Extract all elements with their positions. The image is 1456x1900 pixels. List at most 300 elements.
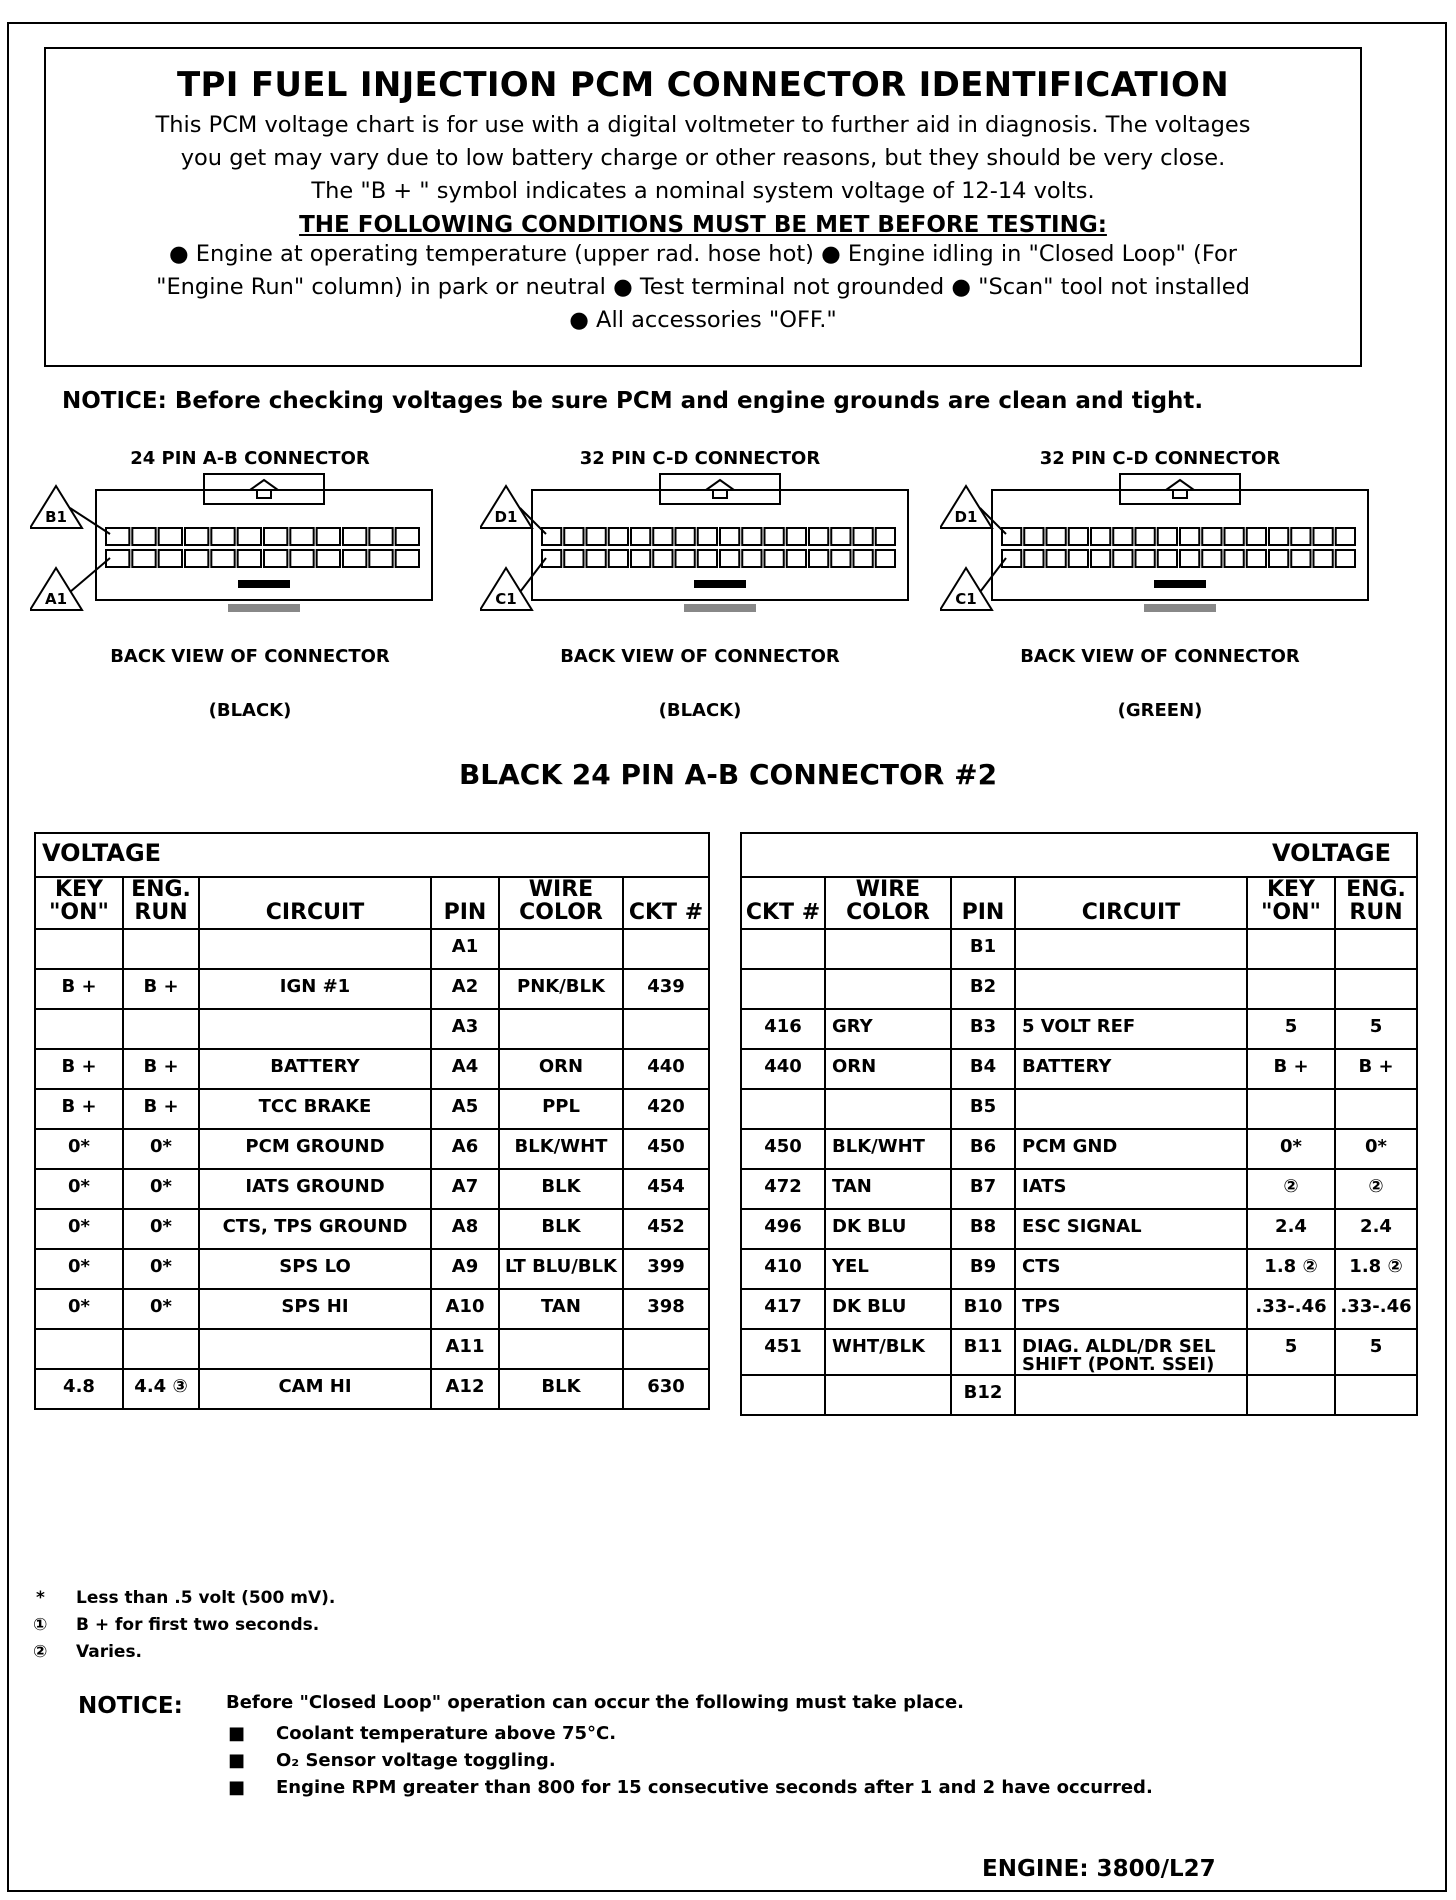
table-cell: YEL	[825, 1249, 951, 1289]
table-cell: 2.4	[1247, 1209, 1335, 1249]
requirement-item: ■ Engine RPM greater than 800 for 15 consecutive seconds after 1 and 2 have occurred.	[228, 1774, 1153, 1801]
table-cell	[35, 1329, 123, 1369]
table-row	[741, 1329, 1417, 1375]
pin-cavity	[1202, 550, 1221, 567]
condition-line: ● All accessories "OFF."	[569, 307, 837, 333]
table-cell: B10	[951, 1289, 1015, 1329]
table-cell: DIAG. ALDL/DR SEL SHIFT (PONT. SSEI)	[1015, 1329, 1247, 1375]
table-row	[741, 969, 1417, 1009]
pin-cavity	[317, 528, 340, 545]
pin-cavity	[1336, 550, 1355, 567]
table-cell: BLK	[499, 1209, 623, 1249]
pin-label-triangle	[30, 486, 82, 528]
pin-cavity	[290, 528, 313, 545]
table-cell: DK BLU	[825, 1289, 951, 1329]
pin-cavity	[1269, 528, 1288, 545]
table-row	[741, 1009, 1417, 1049]
table-cell: 399	[623, 1249, 709, 1289]
pin-cavity	[1158, 550, 1177, 567]
pin-cavity	[1202, 528, 1221, 545]
table-cell: 5	[1335, 1329, 1417, 1375]
pin-cavity	[1180, 550, 1199, 567]
pin-cavity	[132, 528, 155, 545]
table-cell: 1.8 ②	[1247, 1249, 1335, 1289]
table-cell: TAN	[499, 1289, 623, 1329]
table-cell	[741, 1375, 825, 1415]
table-cell: B6	[951, 1129, 1015, 1169]
table-cell: BLK/WHT	[825, 1129, 951, 1169]
table-cell: A9	[431, 1249, 499, 1289]
connector-diagram	[30, 468, 470, 648]
pin-label-triangle	[480, 486, 532, 528]
footnote-mark: *	[36, 1588, 45, 1608]
table-cell: A5	[431, 1089, 499, 1129]
connector-diagram	[480, 468, 920, 648]
table-cell	[1335, 1375, 1417, 1415]
table-cell: ORN	[499, 1049, 623, 1089]
table-cell: 4.4 ③	[123, 1369, 199, 1409]
table-cell: B3	[951, 1009, 1015, 1049]
base-tab	[228, 604, 300, 612]
table-cell: B7	[951, 1169, 1015, 1209]
pin-cavity	[609, 550, 628, 567]
footnote-text: B + for first two seconds.	[76, 1615, 320, 1635]
pin-cavity	[1291, 550, 1310, 567]
conditions-heading: THE FOLLOWING CONDITIONS MUST BE MET BEFORE TESTING:	[299, 212, 1107, 238]
pin-cavity	[787, 550, 806, 567]
voltage-label: VOLTAGE	[1247, 833, 1417, 877]
pin-cavity	[676, 550, 695, 567]
table-cell: PPL	[499, 1089, 623, 1129]
table-cell	[123, 1009, 199, 1049]
pin-cavity	[396, 528, 419, 545]
pin-cavity	[698, 528, 717, 545]
table-cell: LT BLU/BLK	[499, 1249, 623, 1289]
table-cell: WHT/BLK	[825, 1329, 951, 1375]
pin-cavity	[720, 550, 739, 567]
table-cell: A1	[431, 929, 499, 969]
table-cell	[1247, 1375, 1335, 1415]
table-cell: 0*	[35, 1209, 123, 1249]
column-header-row	[741, 877, 1417, 929]
table-cell: ②	[1335, 1169, 1417, 1209]
pin-cavity	[1047, 550, 1066, 567]
pin-cavity	[1069, 550, 1088, 567]
connector-color: (BLACK)	[208, 700, 292, 721]
pin-cavity	[676, 528, 695, 545]
table-cell	[825, 1375, 951, 1415]
pin-label-triangle	[480, 568, 532, 610]
voltage-spacer	[741, 833, 1247, 877]
table-cell: 1.8 ②	[1335, 1249, 1417, 1289]
table-cell	[199, 1009, 431, 1049]
table-row	[741, 1209, 1417, 1249]
voltage-header-row	[741, 833, 1417, 877]
table-cell: A4	[431, 1049, 499, 1089]
table-cell: SPS HI	[199, 1289, 431, 1329]
table-cell: B +	[35, 1089, 123, 1129]
pin-cavity	[587, 528, 606, 545]
table-cell	[623, 929, 709, 969]
table-cell	[825, 969, 951, 1009]
table-cell	[741, 929, 825, 969]
table-cell: TCC BRAKE	[199, 1089, 431, 1129]
pin-cavity	[1091, 550, 1110, 567]
pin-cavity	[542, 528, 561, 545]
col-eng-run: ENG. RUN	[123, 877, 199, 929]
voltage-label: VOLTAGE	[35, 833, 709, 877]
pin-cavity	[185, 550, 208, 567]
pin-cavity	[631, 528, 650, 545]
pin-cavity	[1314, 550, 1333, 567]
key-bar	[1154, 580, 1206, 588]
conditions-list	[46, 238, 1360, 337]
table-cell: 5 VOLT REF	[1015, 1009, 1247, 1049]
table-cell: B +	[123, 1049, 199, 1089]
intro-line: This PCM voltage chart is for use with a digital voltmeter to further aid in diagnosis. The voltages	[155, 112, 1251, 138]
footnote-text: Varies.	[76, 1642, 143, 1662]
table-cell: B +	[1335, 1049, 1417, 1089]
table-cell: 630	[623, 1369, 709, 1409]
table-cell	[199, 929, 431, 969]
table-cell: ②	[1247, 1169, 1335, 1209]
table-cell: PCM GROUND	[199, 1129, 431, 1169]
column-header-row	[35, 877, 709, 929]
pin-cavity	[653, 550, 672, 567]
table-cell	[1015, 929, 1247, 969]
pin-cavity	[211, 528, 234, 545]
table-cell	[1015, 1089, 1247, 1129]
requirement-item: ■ O₂ Sensor voltage toggling.	[228, 1747, 1153, 1774]
pin-label-triangle	[940, 568, 992, 610]
table-row	[35, 1089, 709, 1129]
footnote-text: Less than .5 volt (500 mV).	[76, 1588, 336, 1608]
table-cell	[1247, 969, 1335, 1009]
pin-cavity	[1269, 550, 1288, 567]
table-cell: B1	[951, 929, 1015, 969]
table-cell: 0*	[123, 1289, 199, 1329]
table-cell	[1247, 929, 1335, 969]
table-cell: B12	[951, 1375, 1015, 1415]
col-circuit: CIRCUIT	[199, 877, 431, 929]
table-cell	[1335, 929, 1417, 969]
table-row	[741, 1049, 1417, 1089]
table-cell: 0*	[123, 1129, 199, 1169]
chart-title: BLACK 24 PIN A-B CONNECTOR #2	[458, 758, 998, 791]
table-cell: 450	[741, 1129, 825, 1169]
pin-cavity	[765, 550, 784, 567]
connector-color: (GREEN)	[1117, 700, 1203, 721]
left-voltage-table	[34, 832, 710, 1410]
notice-grounds: NOTICE: Before checking voltages be sure PCM and engine grounds are clean and tight.	[62, 388, 1204, 414]
intro-text	[46, 109, 1360, 208]
key-bar	[238, 580, 290, 588]
svg-text:C1: C1	[495, 590, 517, 608]
base-tab	[1144, 604, 1216, 612]
table-cell: 420	[623, 1089, 709, 1129]
pin-cavity	[854, 550, 873, 567]
pin-cavity	[854, 528, 873, 545]
table-row	[741, 1129, 1417, 1169]
pin-cavity	[1314, 528, 1333, 545]
pin-cavity	[1002, 528, 1021, 545]
footnote-mark: ①	[33, 1615, 48, 1635]
table-cell: CTS	[1015, 1249, 1247, 1289]
table-cell	[825, 1089, 951, 1129]
table-row	[741, 1089, 1417, 1129]
pin-cavity	[1024, 528, 1043, 545]
pin-cavity	[564, 550, 583, 567]
pin-cavity	[1069, 528, 1088, 545]
pin-cavity	[876, 550, 895, 567]
table-cell: BLK	[499, 1369, 623, 1409]
table-cell: 439	[623, 969, 709, 1009]
table-cell: 452	[623, 1209, 709, 1249]
table-cell	[1247, 1089, 1335, 1129]
col-circuit: CIRCUIT	[1015, 877, 1247, 929]
bullet-icon: ■	[228, 1750, 246, 1771]
pin-cavity	[631, 550, 650, 567]
pin-cavity	[1247, 528, 1266, 545]
pin-cavity	[765, 528, 784, 545]
pointer-line	[70, 558, 110, 592]
table-cell: 416	[741, 1009, 825, 1049]
table-cell: .33-.46	[1247, 1289, 1335, 1329]
table-cell: 398	[623, 1289, 709, 1329]
table-cell: TAN	[825, 1169, 951, 1209]
page-title: TPI FUEL INJECTION PCM CONNECTOR IDENTIFICATION	[177, 65, 1229, 105]
table-cell: A12	[431, 1369, 499, 1409]
pin-cavity	[787, 528, 806, 545]
pin-cavity	[1136, 550, 1155, 567]
table-cell	[741, 1089, 825, 1129]
svg-text:D1: D1	[494, 508, 518, 526]
pin-label-triangle	[940, 486, 992, 528]
connector-title: 24 PIN A-B CONNECTOR	[130, 448, 370, 469]
table-row	[741, 929, 1417, 969]
col-wire-color: WIRE COLOR	[825, 877, 951, 929]
table-cell: 440	[623, 1049, 709, 1089]
table-cell: BATTERY	[1015, 1049, 1247, 1089]
pin-cavity	[159, 550, 182, 567]
table-cell: GRY	[825, 1009, 951, 1049]
pin-cavity	[1091, 528, 1110, 545]
table-row	[35, 1249, 709, 1289]
pin-cavity	[809, 528, 828, 545]
table-cell	[623, 1329, 709, 1369]
table-cell: B5	[951, 1089, 1015, 1129]
table-cell: IATS	[1015, 1169, 1247, 1209]
table-cell	[1335, 1089, 1417, 1129]
connector-title: 32 PIN C-D CONNECTOR	[579, 448, 821, 469]
pin-cavity	[238, 550, 261, 567]
table-cell: 2.4	[1335, 1209, 1417, 1249]
notice-closed-loop-label: NOTICE:	[78, 1693, 183, 1719]
connector-32pin-green	[940, 448, 1380, 738]
pin-cavity	[343, 528, 366, 545]
table-cell: B +	[35, 969, 123, 1009]
col-key-on: KEY "ON"	[1247, 877, 1335, 929]
table-cell: ORN	[825, 1049, 951, 1089]
table-cell: 5	[1247, 1009, 1335, 1049]
table-cell: PNK/BLK	[499, 969, 623, 1009]
table-row	[741, 1375, 1417, 1415]
table-cell: BLK/WHT	[499, 1129, 623, 1169]
table-row	[741, 1289, 1417, 1329]
table-cell: SPS LO	[199, 1249, 431, 1289]
table-cell	[199, 1329, 431, 1369]
table-cell: A6	[431, 1129, 499, 1169]
table-row	[35, 1009, 709, 1049]
table-cell: PCM GND	[1015, 1129, 1247, 1169]
base-tab	[684, 604, 756, 612]
svg-text:C1: C1	[955, 590, 977, 608]
table-row	[35, 1169, 709, 1209]
condition-line: "Engine Run" column) in park or neutral ● Test terminal not grounded ● "Scan" tool not installed	[156, 274, 1250, 300]
table-cell	[499, 1009, 623, 1049]
table-cell: 472	[741, 1169, 825, 1209]
pin-cavity	[564, 528, 583, 545]
table-cell: 0*	[123, 1249, 199, 1289]
table-cell: IGN #1	[199, 969, 431, 1009]
pin-cavity	[159, 528, 182, 545]
pin-cavity	[1113, 550, 1132, 567]
notice-closed-loop-lead: Before "Closed Loop" operation can occur the following must take place.	[226, 1692, 965, 1713]
table-cell: 417	[741, 1289, 825, 1329]
pin-cavity	[1180, 528, 1199, 545]
bullet-icon: ■	[228, 1777, 246, 1798]
svg-text:A1: A1	[44, 590, 68, 608]
table-cell: 5	[1247, 1329, 1335, 1375]
pin-cavity	[698, 550, 717, 567]
table-cell: DK BLU	[825, 1209, 951, 1249]
table-cell: 5	[1335, 1009, 1417, 1049]
table-cell	[1015, 969, 1247, 1009]
pin-cavity	[1113, 528, 1132, 545]
connector-back-label: BACK VIEW OF CONNECTOR	[560, 646, 840, 667]
table-cell: 0*	[35, 1169, 123, 1209]
svg-text:B1: B1	[45, 508, 67, 526]
intro-line: you get may vary due to low battery charge or other reasons, but they should be very close.	[180, 145, 1226, 171]
table-cell: 450	[623, 1129, 709, 1169]
table-cell: 0*	[1335, 1129, 1417, 1169]
table-row	[35, 1329, 709, 1369]
pin-cavity	[809, 550, 828, 567]
table-row	[741, 1249, 1417, 1289]
table-cell: BATTERY	[199, 1049, 431, 1089]
table-cell	[825, 929, 951, 969]
pin-cavity	[343, 550, 366, 567]
table-row	[35, 1369, 709, 1409]
pin-cavity	[1291, 528, 1310, 545]
table-cell: 440	[741, 1049, 825, 1089]
pin-cavity	[317, 550, 340, 567]
col-ckt: CKT #	[741, 877, 825, 929]
table-cell: .33-.46	[1335, 1289, 1417, 1329]
col-pin: PIN	[951, 877, 1015, 929]
table-cell: B4	[951, 1049, 1015, 1089]
bullet-icon: ■	[228, 1723, 246, 1744]
table-cell: B8	[951, 1209, 1015, 1249]
pin-cavity	[876, 528, 895, 545]
table-cell: B2	[951, 969, 1015, 1009]
connector-diagram	[940, 468, 1380, 648]
pin-cavity	[264, 550, 287, 567]
requirement-item: ■ Coolant temperature above 75°C.	[228, 1720, 1153, 1747]
pin-cavity	[396, 550, 419, 567]
table-cell: B +	[35, 1049, 123, 1089]
col-ckt: CKT #	[623, 877, 709, 929]
connector-title: 32 PIN C-D CONNECTOR	[1039, 448, 1281, 469]
pin-cavity	[609, 528, 628, 545]
pin-cavity	[1336, 528, 1355, 545]
table-cell: 454	[623, 1169, 709, 1209]
pin-cavity	[290, 550, 313, 567]
pin-cavity	[742, 528, 761, 545]
table-cell: 4.8	[35, 1369, 123, 1409]
table-cell: B9	[951, 1249, 1015, 1289]
intro-line: The "B + " symbol indicates a nominal system voltage of 12-14 volts.	[311, 178, 1095, 204]
table-cell	[1015, 1375, 1247, 1415]
table-cell	[741, 969, 825, 1009]
table-cell: B +	[123, 969, 199, 1009]
table-cell: 0*	[123, 1169, 199, 1209]
col-key-on: KEY "ON"	[35, 877, 123, 929]
pin-cavity	[1024, 550, 1043, 567]
table-cell	[35, 1009, 123, 1049]
table-cell: CAM HI	[199, 1369, 431, 1409]
table-cell: 496	[741, 1209, 825, 1249]
pin-cavity	[831, 528, 850, 545]
table-cell: 0*	[35, 1129, 123, 1169]
closed-loop-requirements	[228, 1720, 1153, 1801]
pin-cavity	[369, 528, 392, 545]
connector-back-label: BACK VIEW OF CONNECTOR	[1020, 646, 1300, 667]
pin-cavity	[1047, 528, 1066, 545]
table-cell: 451	[741, 1329, 825, 1375]
table-cell: ESC SIGNAL	[1015, 1209, 1247, 1249]
connector-back-label: BACK VIEW OF CONNECTOR	[110, 646, 390, 667]
pin-cavity	[1225, 550, 1244, 567]
condition-line: ● Engine at operating temperature (upper rad. hose hot) ● Engine idling in "Closed Loop" (For	[169, 241, 1237, 267]
pin-cavity	[653, 528, 672, 545]
pin-cavity	[1225, 528, 1244, 545]
table-cell: B11	[951, 1329, 1015, 1375]
pin-cavity	[720, 528, 739, 545]
table-cell: A10	[431, 1289, 499, 1329]
col-eng-run: ENG. RUN	[1335, 877, 1417, 929]
table-cell: A7	[431, 1169, 499, 1209]
voltage-header-row	[35, 833, 709, 877]
table-row	[35, 1129, 709, 1169]
svg-text:D1: D1	[954, 508, 978, 526]
table-cell: 0*	[1247, 1129, 1335, 1169]
pin-cavity	[106, 528, 129, 545]
table-cell: 0*	[35, 1289, 123, 1329]
table-cell: B +	[1247, 1049, 1335, 1089]
connector-32pin-black	[480, 448, 920, 738]
pin-cavity	[185, 528, 208, 545]
pin-cavity	[369, 550, 392, 567]
engine-code: ENGINE: 3800/L27	[982, 1856, 1216, 1882]
table-cell: IATS GROUND	[199, 1169, 431, 1209]
table-cell: 0*	[123, 1209, 199, 1249]
table-cell: 410	[741, 1249, 825, 1289]
table-cell: A11	[431, 1329, 499, 1369]
connector-24pin	[30, 448, 470, 738]
pin-cavity	[132, 550, 155, 567]
connector-color: (BLACK)	[658, 700, 742, 721]
